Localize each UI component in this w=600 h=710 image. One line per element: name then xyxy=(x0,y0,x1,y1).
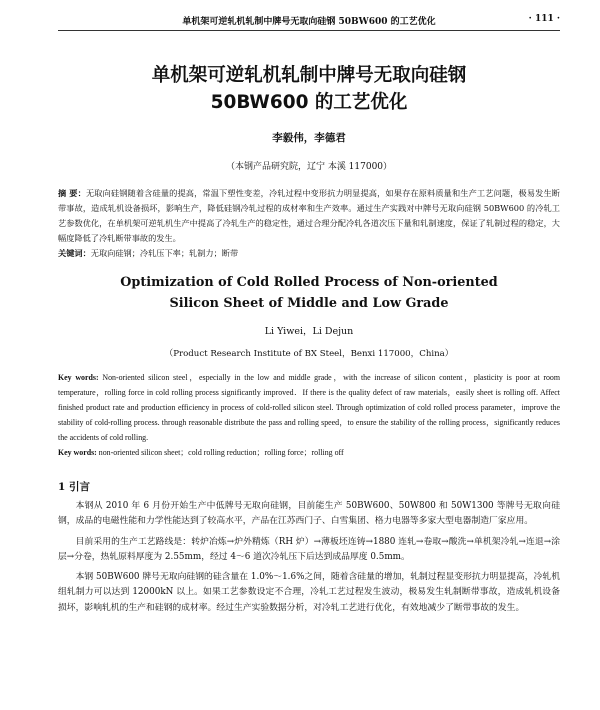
chinese-authors: 李毅伟，李德君 xyxy=(272,132,346,144)
english-authors: Li Yiwei，Li Dejun xyxy=(264,326,354,337)
english-abstract-text: Non-oriented silicon steel，especially in the low and middle grade，with the increase of silicon content，plasticity is poor at room temperature，rolling force in cold rolling process significantly improved．If there is the quality defect of raw materials，easily sheet is rolling off. Affect finished product rate and production efficiency in process of cold-rolled silicon steel. Through optimization of cold rolled process parameter，improve the stability of cold-rolling process. through reasonable distribute the pass and rolling speed，to ensure the stability of the rolling process，significantly reduces the accidents of cold rolling. xyxy=(58,373,561,442)
body-paragraph-2: 目前采用的生产工艺路线是：转炉冶炼→炉外精炼（RH 炉）→薄板坯连铸→1880 连轧→卷取→酸洗→单机架冷轧→连退→涂层→分卷，热轧原料厚度为 2.55mm，经过 4～6 道次冷轧压下后达到成品厚度 0.5mm。 xyxy=(58,536,560,562)
chinese-title xyxy=(58,62,560,116)
article-content xyxy=(58,62,560,616)
english-title-line2: Silicon Sheet of Middle and Low Grade xyxy=(169,296,449,311)
chinese-abstract-text: 无取向硅钢随着含硅量的提高，常温下塑性变差，冷轧过程中变形抗力明显提高，如果存在原料质量和生产工艺问题，极易发生断带事故，造成轧机设备损坏，影响生产，降低硅钢冷轧过程的成材率和生产效率。通过生产实践对中牌号无取向硅钢 50BW600 的冷轧工艺参数优化，在单机架可逆轧机生产中提高了冷轧生产的稳定性，通过合理分配冷轧各道次压下量和轧制速度，保证了轧制过程的稳定，大幅度降低了冷轧断带事故的发生。 xyxy=(58,188,560,243)
chinese-title-line2: 50BW600 的工艺优化 xyxy=(210,92,408,113)
running-title: 单机架可逆轧机轧制中牌号无取向硅钢 50BW600 的工艺优化 xyxy=(182,17,436,27)
english-keywords-text: non-oriented silicon sheet；cold rolling reduction；rolling force；rolling off xyxy=(98,448,344,457)
chinese-keywords-text: 无取向硅钢；冷轧压下率；轧制力；断带 xyxy=(90,248,239,258)
section-heading-introduction: 1 引言 xyxy=(58,481,90,493)
page-number: · 111 · xyxy=(528,14,560,24)
english-keywords-label: Key words: xyxy=(58,448,97,457)
english-abstract-label: Key words: xyxy=(58,373,99,382)
chinese-abstract-label: 摘 要： xyxy=(58,188,86,198)
body-paragraph-3: 本钢 50BW600 牌号无取向硅钢的硅含量在 1.0%～1.6%之间，随着含硅量的增加，轧制过程显变形抗力明显提高，冷轧机组轧制力可以达到 12000kN 以上。如果工艺参数设定不合理，冷轧工艺过程发生波动，极易发生轧制断带事故，造成轧机设备损坏，影响轧机的生产和硅钢的成材率。经过生产实验数据分析，对冷轧工艺进行优化，有效地减少了断带事故的发生。 xyxy=(58,572,560,613)
chinese-abstract xyxy=(58,186,560,261)
english-title-line1: Optimization of Cold Rolled Process of Non-oriented xyxy=(120,275,498,290)
chinese-keywords-label: 关键词： xyxy=(58,248,91,258)
chinese-affiliation: （本钢产品研究院，辽宁 本溪 117000） xyxy=(225,162,393,172)
body-paragraph-1: 本钢从 2010 年 6 月份开始生产中低牌号无取向硅钢，目前能生产 50BW600、50W800 和 50W1300 等牌号无取向硅钢，成品的电磁性能和力学性能达到了较高水平，产品在江苏西门子、白雪集团、格力电器等多家大型电器制造厂家应用。 xyxy=(58,501,560,527)
english-affiliation: （Product Research Institute of BX Steel，Benxi 117000，China） xyxy=(164,349,454,359)
chinese-title-line1: 单机架可逆轧机轧制中牌号无取向硅钢 xyxy=(151,65,467,86)
running-header xyxy=(58,14,560,31)
english-title xyxy=(58,272,560,314)
english-abstract xyxy=(58,370,560,460)
